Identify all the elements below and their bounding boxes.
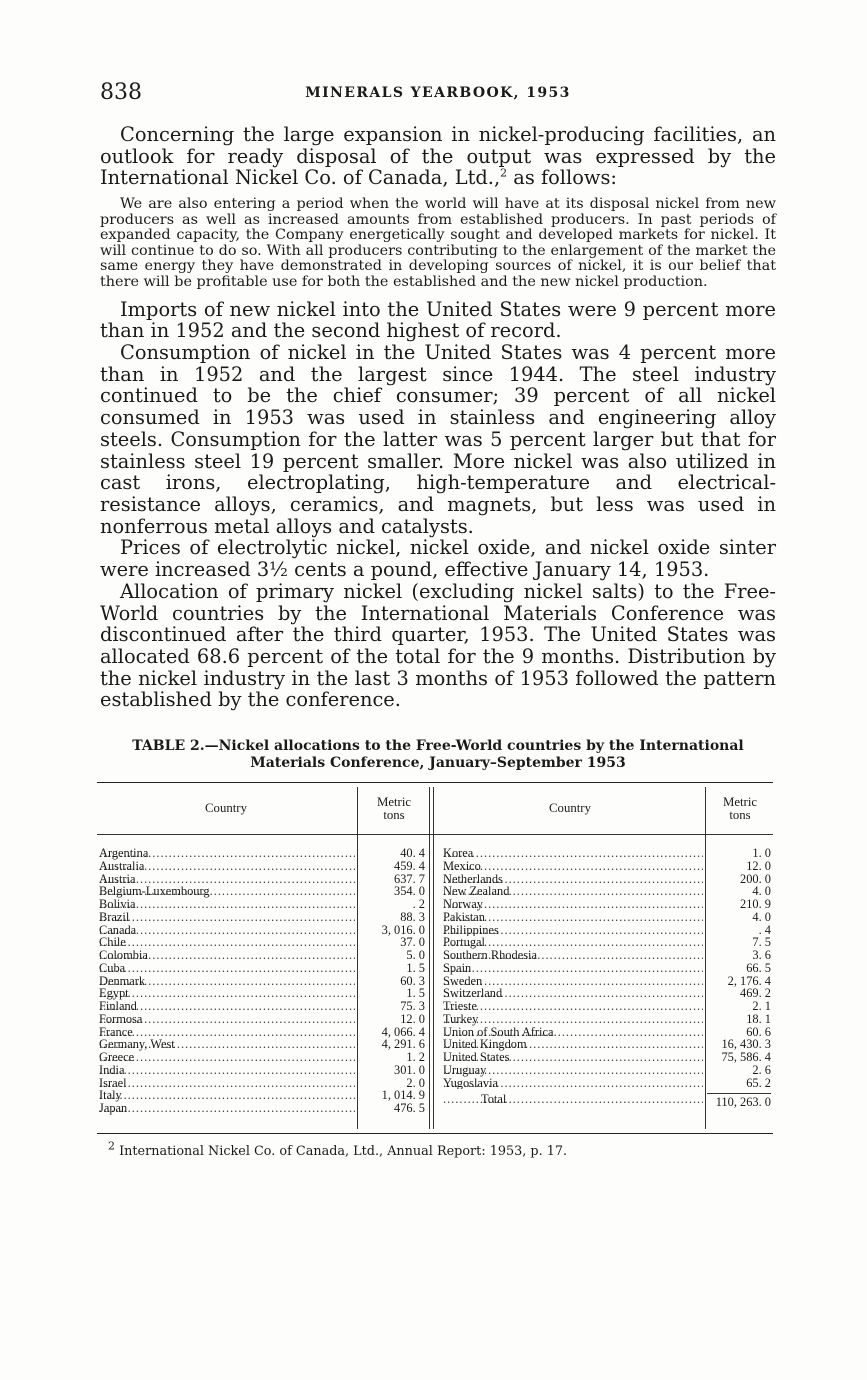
country-name: Southern Rhodesia ..... bbox=[443, 949, 703, 962]
footnote-ref: 2 bbox=[500, 166, 508, 180]
metric-tons-value: 3. 6 bbox=[752, 949, 771, 962]
country-name: Portugal ..... bbox=[443, 936, 703, 949]
country-name: Japan ..... bbox=[99, 1102, 355, 1115]
country-name: Switzerland ..... bbox=[443, 987, 703, 1000]
metric-tons-value: 1. 2 bbox=[406, 1051, 425, 1064]
country-name: Spain ..... bbox=[443, 962, 703, 975]
metric-tons-value: 75, 586. 4 bbox=[721, 1051, 771, 1064]
metric-tons-value: 476. 5 bbox=[394, 1102, 425, 1115]
country-name: Trieste ..... bbox=[443, 1000, 703, 1013]
metric-tons-value: 459. 4 bbox=[394, 859, 425, 873]
country-name: United Kingdom ..... bbox=[443, 1038, 703, 1051]
left-country-column bbox=[99, 847, 355, 1115]
country-name: Austria ..... bbox=[99, 873, 355, 886]
country-name: Colombia ..... bbox=[99, 949, 355, 962]
header-metric-tons-left: Metric tons bbox=[376, 794, 412, 822]
metric-tons-value: 5. 0 bbox=[406, 949, 425, 962]
country-name: Belgium-Luxembourg ..... bbox=[99, 885, 355, 898]
metric-tons-value: . 4 bbox=[758, 923, 771, 937]
metric-tons-value: 1. 5 bbox=[406, 961, 425, 975]
country-name: Uruguay ..... bbox=[443, 1064, 703, 1077]
footnote: $^2$ International Nickel Co. of Canada, Ltd., Annual Report: 1953, p. 17. bbox=[108, 1139, 568, 1159]
metric-tons-value: 40. 4 bbox=[400, 847, 425, 860]
country-name: Formosa ..... bbox=[99, 1013, 355, 1026]
country-name: United States ..... bbox=[443, 1051, 703, 1064]
paragraph-5: Allocation of primary nickel (excluding nickel salts) to the Free-World countries by the International Materials Conference was discontinued after the third quarter, 1953. The United States was allocated 68.6 percent of the total for the 9 months. Distribution by the nickel industry in the last 3 months of 1953 followed the pattern established by the conference. bbox=[100, 579, 776, 712]
total-value: 110, 263. 0 bbox=[707, 1093, 771, 1109]
paragraph-2: Imports of new nickel into the United States were 9 percent more than in 1952 and the second highest of record. bbox=[100, 297, 776, 343]
running-title: MINERALS YEARBOOK, 1953 bbox=[305, 85, 571, 101]
country-name: Philippines ..... bbox=[443, 924, 703, 937]
right-country-column bbox=[443, 847, 703, 1106]
country-name: Germany, West ..... bbox=[99, 1038, 355, 1051]
header-country-right: Country bbox=[549, 801, 591, 815]
country-name: India ..... bbox=[99, 1064, 355, 1077]
paragraph-4: Prices of electrolytic nickel, nickel oxide, and nickel oxide sinter were increased 3½ cents a pound, effective January 14, 1953. bbox=[100, 536, 776, 582]
country-name: Finland ..... bbox=[99, 1000, 355, 1013]
metric-tons-value: 2. 6 bbox=[752, 1063, 771, 1077]
metric-tons-value: 4. 0 bbox=[752, 885, 771, 898]
country-name: France ..... bbox=[99, 1026, 355, 1039]
country-name: Netherlands ..... bbox=[443, 873, 703, 886]
metric-tons-value: 7. 5 bbox=[752, 936, 771, 949]
country-name: Greece ..... bbox=[99, 1051, 355, 1064]
metric-tons-value: 2. 1 bbox=[752, 1000, 771, 1013]
metric-tons-value: 18. 1 bbox=[746, 1012, 771, 1026]
metric-tons-value: 4. 0 bbox=[752, 910, 771, 924]
country-name: Norway ..... bbox=[443, 898, 703, 911]
country-name: Turkey ..... bbox=[443, 1013, 703, 1026]
metric-tons-value: 2, 176. 4 bbox=[727, 974, 771, 988]
country-name: Yugoslavia ..... bbox=[443, 1077, 703, 1090]
country-name: Union of South Africa ..... bbox=[443, 1026, 703, 1039]
country-name: Bolivia ..... bbox=[99, 898, 355, 911]
metric-tons-value: 66. 5 bbox=[746, 961, 771, 975]
paragraph-1: Concerning the large expansion in nickel-producing facilities, an outlook for ready disposal of the output was expressed by the International Nickel Co. of Canada, Ltd.,$^2$ as follows: bbox=[100, 123, 776, 190]
metric-tons-value: 1. 5 bbox=[406, 987, 425, 1000]
metric-tons-value: 3, 016. 0 bbox=[381, 923, 425, 937]
metric-tons-value: 637. 7 bbox=[394, 872, 425, 886]
metric-tons-value: 16, 430. 3 bbox=[721, 1038, 771, 1051]
paragraph-3: Consumption of nickel in the United States was 4 percent more than in 1952 and the largest since 1944. The steel industry continued to be the chief consumer; 39 percent of all nickel consumed in 1953 was used in stainless and engineering alloy steels. Consumption for the latter was 5 percent larger but that for stainless steel 19 percent smaller. More nickel was also utilized in cast irons, electroplating, high-temperature and electrical-resistance alloys, ceramics, and magnets, but less was used in nonferrous metal alloys and catalysts. bbox=[100, 341, 776, 538]
country-name: Cuba ..... bbox=[99, 962, 355, 975]
nickel-allocation-table bbox=[97, 782, 773, 1134]
country-name: Korea ..... bbox=[443, 847, 703, 860]
page-header bbox=[100, 80, 776, 108]
metric-tons-value: 60. 3 bbox=[400, 974, 425, 988]
metric-tons-value: 12. 0 bbox=[400, 1012, 425, 1026]
body-text bbox=[100, 124, 776, 711]
country-name: Mexico ..... bbox=[443, 860, 703, 873]
left-tons-column bbox=[359, 847, 425, 1115]
header-country-left: Country bbox=[205, 801, 247, 815]
metric-tons-value: . 2 bbox=[412, 898, 425, 911]
metric-tons-value: 301. 0 bbox=[394, 1063, 425, 1077]
metric-tons-value: 75. 3 bbox=[400, 1000, 425, 1013]
metric-tons-value: 1, 014. 9 bbox=[381, 1089, 425, 1102]
country-name: Pakistan ..... bbox=[443, 911, 703, 924]
block-quote: We are also entering a period when the world will have at its disposal nickel from new producers as well as increased amounts from established producers. In past periods of expanded capacity, the Company energetically sought and developed markets for nickel. It will continue to do so. With all producers contributing to the enlargement of the market the same energy they have demonstrated in developing sources of nickel, it is our belief that there will be profitable use for both the established and the new nickel production. bbox=[100, 196, 776, 291]
page-number: 838 bbox=[100, 80, 142, 105]
metric-tons-value: 12. 0 bbox=[746, 859, 771, 873]
country-name: Argentina ..... bbox=[99, 847, 355, 860]
country-name: Chile ..... bbox=[99, 936, 355, 949]
metric-tons-value: 65. 2 bbox=[746, 1076, 771, 1090]
country-name: Italy ..... bbox=[99, 1089, 355, 1102]
total-label: Total ..... bbox=[443, 1093, 703, 1106]
table-caption: TABLE 2.—Nickel allocations to the Free-World countries by the International Materials Conference, January–September 1953 bbox=[132, 738, 744, 771]
metric-tons-value: 354. 0 bbox=[394, 885, 425, 898]
country-name: Australia ..... bbox=[99, 860, 355, 873]
metric-tons-value: 210. 9 bbox=[740, 898, 771, 911]
right-tons-column bbox=[707, 847, 771, 1109]
country-name: Israel ..... bbox=[99, 1077, 355, 1090]
metric-tons-value: 37. 0 bbox=[400, 936, 425, 949]
metric-tons-value: 88. 3 bbox=[400, 910, 425, 924]
metric-tons-value: 469. 2 bbox=[740, 987, 771, 1000]
country-name: New Zealand ..... bbox=[443, 885, 703, 898]
metric-tons-value: 1. 0 bbox=[752, 847, 771, 860]
country-name: Canada ..... bbox=[99, 924, 355, 937]
country-name: Denmark ..... bbox=[99, 975, 355, 988]
header-metric-tons-right: Metric tons bbox=[722, 794, 758, 822]
country-name: Sweden ..... bbox=[443, 975, 703, 988]
country-name: Egypt ..... bbox=[99, 987, 355, 1000]
metric-tons-value: 4, 066. 4 bbox=[381, 1025, 425, 1039]
metric-tons-value: 60. 6 bbox=[746, 1025, 771, 1039]
metric-tons-value: 200. 0 bbox=[740, 872, 771, 886]
metric-tons-value: 4, 291. 6 bbox=[381, 1038, 425, 1051]
country-name: Brazil ..... bbox=[99, 911, 355, 924]
metric-tons-value: 2. 0 bbox=[406, 1076, 425, 1090]
